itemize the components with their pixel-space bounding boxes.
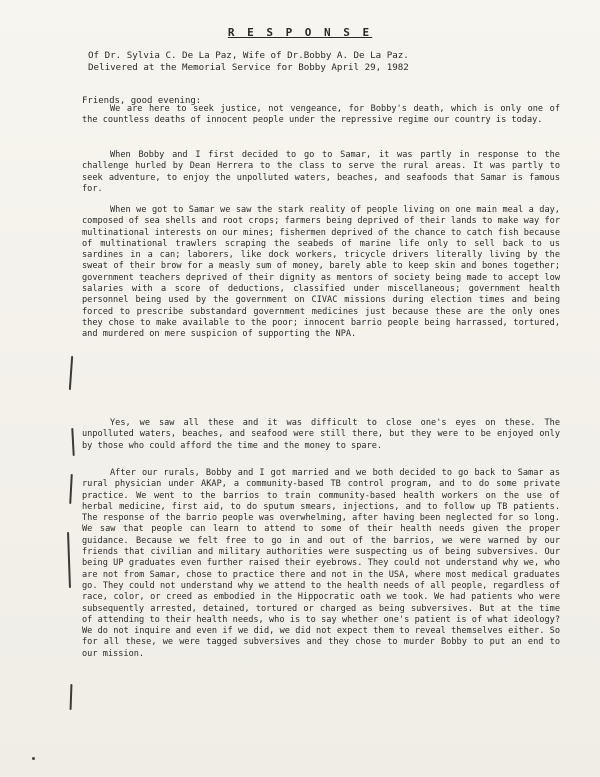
greeting: Friends, good evening:	[82, 96, 202, 106]
paragraph-5: After our rurals, Bobby and I got married and we both decided to go back to Samar as rural physician under AKAP, a community-based TB control program, and to do some private practice. We went to the barrios to train community-based health workers on the use of herbal medicine, first aid, to do sputum smears, injections, and to follow up TB patients. The response of the barrio people was overwhelming, after having been neglected for so long. We saw that people can learn to attend to some of their health needs given the proper guidance. Because we felt free to go in and out of the barrios, we were warned by our friends that civilian and military authorities were suspecting us of being subversives. Our being UP graduates even further raised their eyebrows. They could not understand why we, who are not from Samar, chose to practice there and not in the USA, where most medical graduates go. They could not understand why we attend to the health needs of all people, regardless of race, color, or creed as embodied in the Hippocratic oath we took. We had patients who were subsequently arrested, detained, tortured or charged as being subversives. But at the time of attending to their health needs, who is to say whether one's patient is of what ideology? We do not inquire and even if we did, we did not expect them to reveal themselves either. So for all these, we were tagged subversives and they chose to murder Bobby to put an end to our mission.	[82, 468, 560, 659]
margin-bracket-mark	[67, 532, 71, 588]
paragraph-4: Yes, we saw all these and it was difficult to close one's eyes on these. The unpolluted waters, beaches, and seafood were still there, but they were to be enjoyed only by those who could afford the time and the money to spare.	[82, 418, 560, 451]
page-title: R E S P O N S E	[227, 26, 373, 39]
margin-bracket-mark	[69, 356, 73, 390]
paragraph-1: We are here to seek justice, not vengeance, for Bobby's death, which is only one of the countless deaths of innocent people under the repressive regime our country is today.	[82, 104, 560, 126]
subtitle-line-1: Of Dr. Sylvia C. De La Paz, Wife of Dr.Bobby A. De La Paz.	[88, 50, 409, 61]
margin-bracket-mark	[69, 474, 73, 504]
scan-speck	[32, 757, 35, 760]
margin-bracket-mark	[71, 428, 74, 456]
paragraph-3: When we got to Samar we saw the stark reality of people living on one main meal a day, composed of sea shells and root crops; farmers being deprived of their lands to make way for multinational interests on our mines; fishermen deprived of the chance to catch fish because of multinational trawlers scraping the seabeds of marine life only to sell back to us sardines in a can; laborers, like dock workers, tricycle drivers literally living by the sweat of their brow for a measly sum of money, barely able to keep skin and bones together; government teachers deprived of their dignity as mentors of society being made to accept low salaries with a score of deductions, classified under miscellaneous; government health personnel being used by the government on CIVAC missions during election times and being forced to prescribe substandard government medicines just because these are the only ones they chose to make available to the poor; innocent barrio people being harrassed, tortured, and murdered on mere suspicion of supporting the NPA.	[82, 205, 560, 340]
margin-bracket-mark	[70, 684, 73, 710]
subtitle-line-2: Delivered at the Memorial Service for Bobby April 29, 1982	[88, 62, 409, 73]
paragraph-2: When Bobby and I first decided to go to Samar, it was partly in response to the challenge hurled by Dean Herrera to the class to serve the rural areas. It was partly to seek adventure, to enjoy the unpolluted waters, beaches, and seafoods that Samar is famous for.	[82, 150, 560, 194]
